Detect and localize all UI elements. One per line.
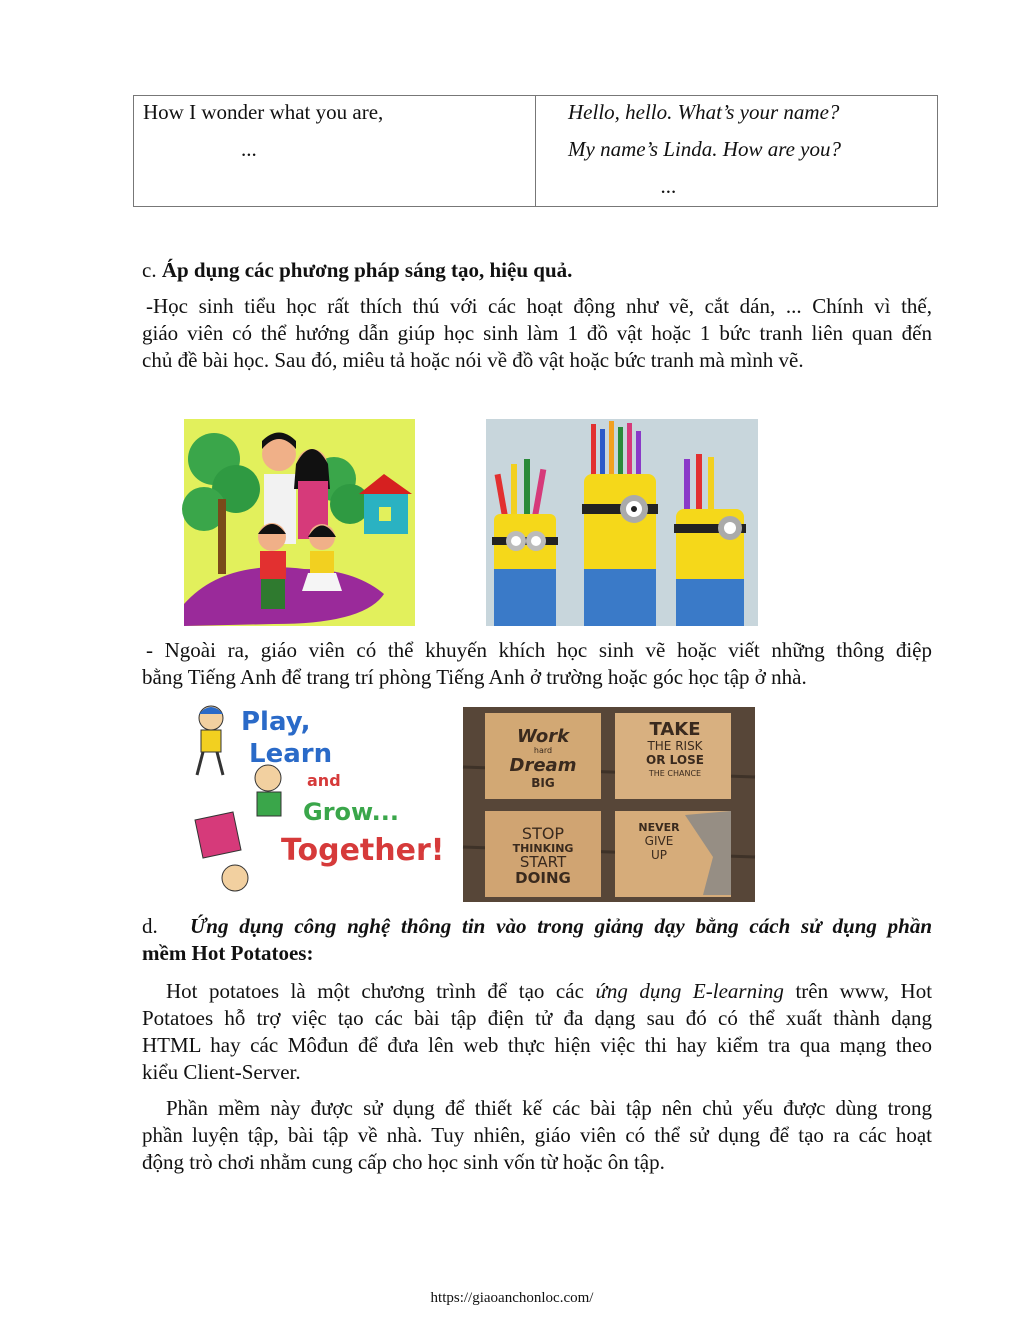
paragraph-line: -Học sinh tiểu học rất thích thú với các hoạt động như vẽ, cắt dán, ... Chính vì thế, — [146, 294, 932, 318]
sign-3-line-4: DOING — [515, 869, 571, 887]
minion-pencil-holders-image — [486, 419, 758, 626]
sign-2-line-2: THE RISK — [647, 739, 703, 753]
paragraph-line: - Ngoài ra, giáo viên có thể khuyến khích học sinh vẽ hoặc viết những thông điệp — [146, 638, 932, 662]
together-text: Together! — [281, 833, 445, 868]
section-c-heading — [142, 257, 572, 284]
minion-pencil-holders-illustration — [486, 419, 758, 626]
p1-italic-term: ứng dụng E-learning — [595, 979, 784, 1003]
play-text: Play, — [241, 707, 311, 737]
sign-4-line-3: UP — [650, 848, 668, 862]
table-right-line-3: ... — [661, 174, 677, 198]
section-d-heading — [142, 913, 932, 967]
footer-url: https://giaoanchonloc.com/ — [430, 1290, 594, 1306]
paragraph-line: Potatoes hỗ trợ việc tạo các bài tập điện tử đa dạng sau đó có thể xuất thành dạng — [142, 1006, 932, 1030]
section-d-paragraph-2 — [142, 1095, 932, 1176]
section-d-heading-line-1 — [142, 913, 932, 940]
paragraph-line: HTML hay các Môđun để đưa lên web thực hiện việc thi hay kiểm tra qua mạng theo — [142, 1033, 932, 1057]
section-c-label: c. — [142, 258, 157, 282]
motivation-signs-image — [463, 707, 755, 902]
family-drawing-image — [184, 419, 415, 626]
sign-2-line-4: THE CHANCE — [648, 769, 702, 778]
paragraph-line: chủ đề bài học. Sau đó, miêu tả hoặc nói về đồ vật hoặc bức tranh mà mình vẽ. — [142, 348, 804, 372]
table-cell-right — [536, 96, 937, 206]
sign-1-line-1: Work — [516, 726, 570, 747]
section-c-title: Áp dụng các phương pháp sáng tạo, hiệu quả. — [161, 258, 573, 282]
section-d-title-line-1: Ứng dụng công nghệ thông tin vào trong giảng dạy bằng cách sử dụng phần — [190, 914, 933, 938]
paragraph-line: bằng Tiếng Anh để trang trí phòng Tiếng Anh ở trường hoặc góc học tập ở nhà. — [142, 665, 807, 689]
table-right-line-2: My name’s Linda. How are you? — [568, 137, 841, 161]
section-c-paragraph-1 — [142, 293, 932, 374]
play-learn-grow-illustration — [183, 700, 445, 902]
table-right-line-1: Hello, hello. What’s your name? — [568, 100, 840, 124]
paragraph-line: kiểu Client-Server. — [142, 1060, 301, 1084]
sign-1-line-4: BIG — [531, 776, 555, 790]
section-d-title-line-2: mềm Hot Potatoes: — [142, 941, 314, 965]
sign-3-line-1: STOP — [521, 824, 565, 843]
play-learn-grow-image — [183, 700, 445, 902]
table-left-line-2: ... — [241, 137, 257, 161]
section-d-label: d. — [142, 914, 158, 938]
family-drawing-illustration — [184, 419, 415, 626]
learn-text: Learn — [249, 739, 333, 769]
paragraph-line: phần luyện tập, bài tập về nhà. Tuy nhiên, giáo viên có thể sử dụng để tạo ra các hoạt — [142, 1123, 932, 1147]
section-c-paragraph-2 — [142, 637, 932, 691]
sign-2-line-3: OR LOSE — [646, 753, 704, 767]
p1-text-a: Hot potatoes là một chương trình để tạo các — [166, 979, 584, 1003]
paragraph-line: Phần mềm này được sử dụng để thiết kế các bài tập nên chủ yếu được dùng trong — [166, 1096, 932, 1120]
sign-2-line-1: TAKE — [649, 719, 701, 740]
table-cell-left — [134, 96, 536, 206]
section-d-paragraph-1 — [142, 978, 932, 1086]
grow-text: Grow... — [303, 798, 400, 826]
sign-1-line-2: hard — [533, 746, 553, 755]
sign-4-line-1: NEVER — [638, 821, 680, 834]
sign-3-line-3: START — [519, 853, 567, 871]
sign-4-line-2: GIVE — [644, 834, 674, 848]
song-table — [133, 95, 938, 207]
sign-3-line-2: THINKING — [512, 842, 574, 855]
sign-1-line-3: Dream — [509, 755, 577, 776]
motivation-signs-illustration — [463, 707, 755, 902]
and-text: and — [307, 771, 341, 790]
paragraph-line: giáo viên có thể hướng dẫn giúp học sinh làm 1 đồ vật hoặc 1 bức tranh liên quan đến — [142, 321, 932, 345]
table-left-line-1: How I wonder what you are, — [143, 100, 384, 124]
p1-text-b: trên www, Hot — [795, 979, 933, 1003]
paragraph-line: động trò chơi nhằm cung cấp cho học sinh vốn từ hoặc ôn tập. — [142, 1150, 665, 1174]
paragraph-line — [142, 978, 932, 1005]
